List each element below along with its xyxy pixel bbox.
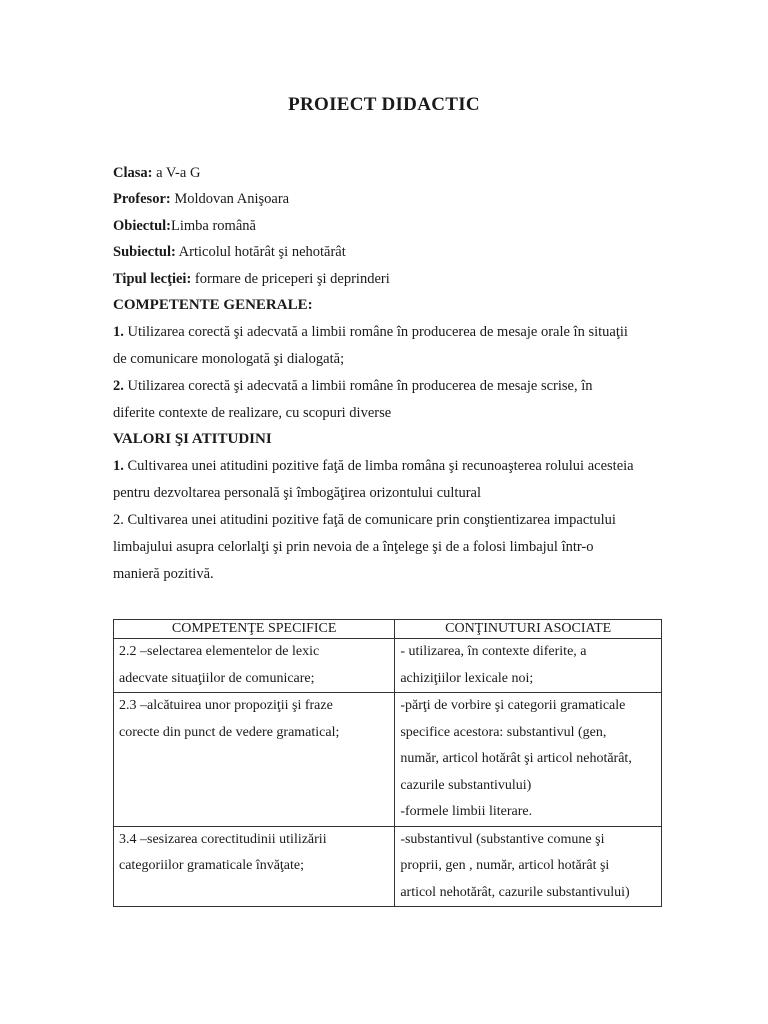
cell-line: -substantivul (substantive comune şi: [400, 831, 605, 847]
cell-line: proprii, gen , număr, articol hotărât şi: [400, 858, 610, 873]
table-cell-continut: [395, 826, 662, 907]
tipul-label: Tipul lecţiei:: [113, 271, 192, 287]
cell-line: cazurile substantivului): [400, 777, 532, 793]
tipul-value: formare de priceperi şi deprinderi: [194, 271, 390, 287]
info-clasa: [113, 165, 200, 182]
valoare-2-line-2: limbajului asupra celorlalţi şi prin nevoia de a înţelege şi de a folosi limbajul într-o: [113, 539, 594, 555]
competenta-2-number: 2.: [113, 378, 124, 394]
competenta-1-line-2: de comunicare monologată şi dialogată;: [113, 351, 345, 367]
cell-line: categoriilor gramaticale învăţate;: [119, 858, 305, 873]
obiectul-label: Obiectul:: [113, 218, 171, 234]
competenta-2-line-2: diferite contexte de realizare, cu scopuri diverse: [113, 405, 392, 421]
info-subiectul: [113, 244, 346, 261]
competenta-2-text: Utilizarea corectă şi adecvată a limbii române în producerea de mesaje scrise, în: [127, 378, 593, 394]
subiectul-label: Subiectul:: [113, 244, 176, 260]
clasa-value: a V-a G: [156, 165, 201, 181]
valori-heading: VALORI ŞI ATITUDINI: [113, 431, 272, 447]
cell-line: 2.3 –alcătuirea unor propoziţii şi fraze: [119, 698, 333, 713]
info-profesor: [113, 191, 289, 208]
header-competente-specifice: COMPETENŢE SPECIFICE: [114, 620, 395, 639]
cell-line: 3.4 –sesizarea corectitudinii utilizării: [119, 831, 327, 847]
cell-line: -formele limbii literare.: [400, 804, 533, 819]
table-row: [114, 639, 662, 693]
table-header-row: [114, 620, 662, 639]
valoare-1-number: 1.: [113, 458, 124, 474]
competente-generale-heading: COMPETENTE GENERALE:: [113, 297, 313, 313]
table-cell-continut: [395, 639, 662, 693]
valoare-1-line-2: pentru dezvoltarea personală şi îmbogăţirea orizontului cultural: [113, 485, 482, 501]
competenta-1-number: 1.: [113, 324, 124, 340]
cell-line: corecte din punct de vedere gramatical;: [119, 724, 340, 740]
cell-line: articol nehotărât, cazurile substantivului): [400, 884, 630, 900]
clasa-label: Clasa:: [113, 165, 153, 181]
table-cell-competenta: [114, 826, 395, 907]
cell-line: 2.2 –selectarea elementelor de lexic: [119, 644, 320, 659]
table-row: [114, 693, 662, 827]
competenta-1-text: Utilizarea corectă şi adecvată a limbii române în producerea de mesaje orale în situaţii: [127, 324, 628, 340]
table-cell-competenta: [114, 693, 395, 827]
valoare-2-line-3: manieră pozitivă.: [113, 566, 214, 582]
valoare-2-line-1: 2. Cultivarea unei atitudini pozitive faţă de comunicare prin conştientizarea impactului: [113, 512, 616, 528]
header-continuturi-asociate: CONŢINUTURI ASOCIATE: [395, 620, 662, 639]
competenta-1-line-1: [113, 324, 628, 341]
table-row: [114, 826, 662, 907]
profesor-value: Moldovan Anişoara: [174, 191, 290, 207]
cell-line: -părţi de vorbire şi categorii gramaticale: [400, 698, 626, 713]
table-cell-continut: [395, 693, 662, 827]
cell-line: specifice acestora: substantivul (gen,: [400, 724, 607, 740]
cell-line: adecvate situaţiilor de comunicare;: [119, 670, 315, 686]
competente-table: [113, 619, 662, 907]
valoare-1-line-1: [113, 458, 634, 475]
cell-line: achiziţiilor lexicale noi;: [400, 670, 534, 686]
cell-line: număr, articol hotărât şi articol nehotărât,: [400, 751, 632, 766]
cell-line: - utilizarea, în contexte diferite, a: [400, 644, 587, 659]
info-obiectul: [113, 218, 256, 235]
valoare-1-text: Cultivarea unei atitudini pozitive faţă de limba româna şi recunoaşterea rolului acesteia: [127, 458, 634, 474]
obiectul-value: Limba română: [171, 218, 256, 234]
competenta-2-line-1: [113, 378, 592, 395]
subiectul-value: Articolul hotărât şi nehotărât: [178, 244, 346, 260]
document-title: PROIECT DIDACTIC: [288, 94, 480, 115]
profesor-label: Profesor:: [113, 191, 171, 207]
table-cell-competenta: [114, 639, 395, 693]
info-tipul: [113, 271, 390, 288]
